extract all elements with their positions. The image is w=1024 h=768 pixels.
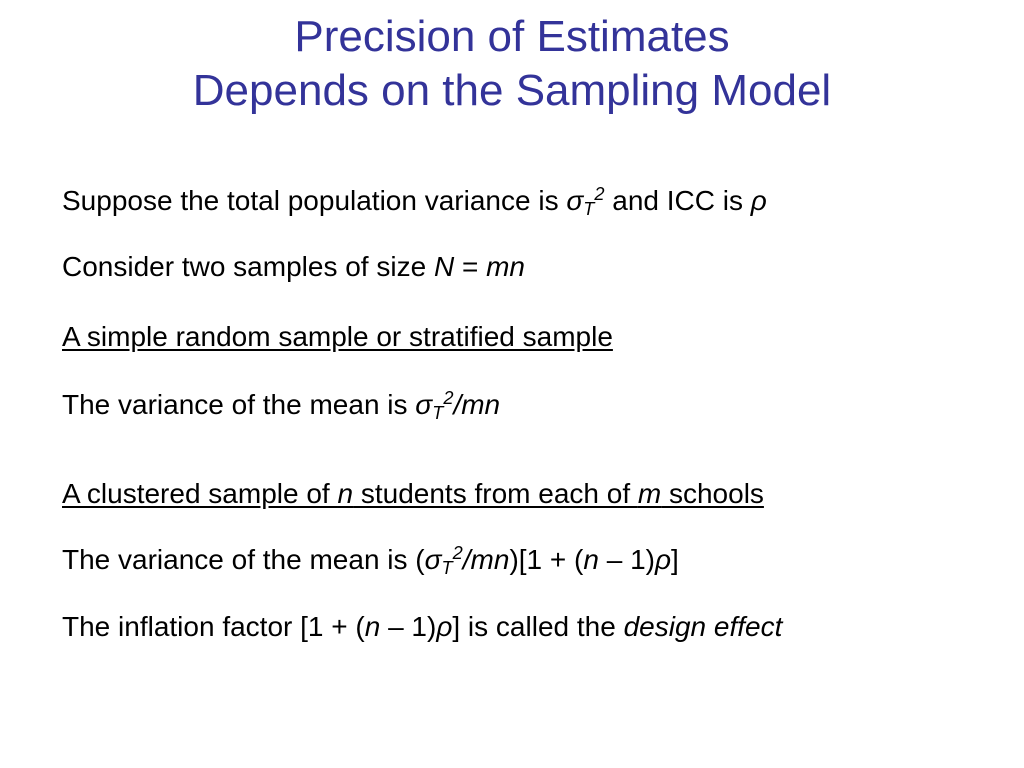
text-segment: ] is called the [452,611,624,642]
text-segment: = [454,251,487,282]
text-segment: mn [486,251,525,282]
text-segment: ρ [436,611,453,642]
text-segment: design effect [623,611,783,642]
text-segment: ρ [750,185,767,216]
text-line-sample-size [62,250,525,284]
text-line-population-variance [62,184,767,218]
text-segment: and ICC is [604,185,751,216]
text-segment: m [637,478,662,509]
title-line-2: Depends on the Sampling Model [192,66,832,115]
text-segment: )[1 + ( [509,544,584,575]
text-segment: n [337,478,354,509]
text-segment: A clustered sample of [62,478,338,509]
text-segment: ρ [654,544,672,575]
text-segment: Suppose the total population variance is [62,185,567,216]
text-segment: – 1) [598,544,655,575]
text-segment: Consider two samples of size [62,251,434,282]
text-segment: 2 [443,388,454,408]
text-segment: T [583,198,595,219]
heading-simple-random-sample [62,320,613,354]
text-segment: N [433,251,455,282]
text-segment: schools [661,478,764,509]
text-segment: σ [566,185,584,216]
text-segment: 2 [594,184,605,204]
text-segment: n [364,611,381,642]
text-segment: 2 [452,543,463,563]
text-segment: σ [424,544,442,575]
slide-title [0,10,1024,118]
text-segment: /mn [453,389,501,420]
text-segment: ] [671,544,679,575]
text-segment: T [441,557,453,578]
text-segment: The inflation factor [1 + ( [62,611,365,642]
text-line-srs-variance [62,388,500,422]
text-segment: σ [415,389,433,420]
title-line-1: Precision of Estimates [294,12,730,61]
text-segment: /mn [462,544,510,575]
text-line-design-effect [62,610,782,644]
heading-clustered-sample [62,477,764,511]
text-segment: T [432,402,444,423]
text-segment: n [583,544,599,575]
text-segment: A simple random sample or stratified sample [62,321,613,352]
text-segment: The variance of the mean is ( [62,544,425,575]
text-segment: students from each of [353,478,638,509]
text-line-clustered-variance [62,543,679,577]
text-segment: – 1) [380,611,437,642]
text-segment: The variance of the mean is [62,389,416,420]
